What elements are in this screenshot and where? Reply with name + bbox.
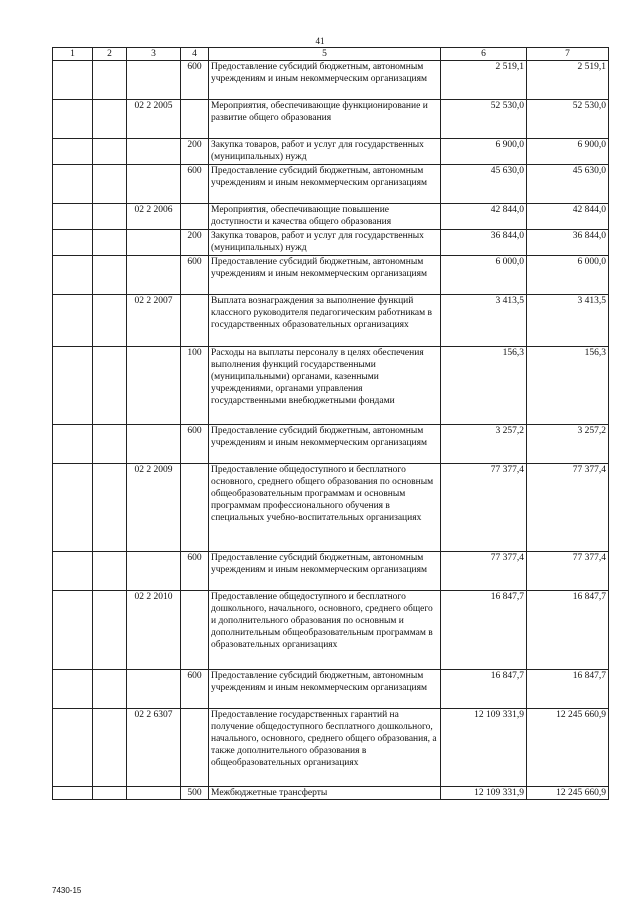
- cell-amount-year1: 36 844,0: [441, 230, 527, 256]
- cell-description: Предоставление государственных гарантий на получение общедоступного бесплатного дошкольного, начального, основного, среднего общего образования, а также дополнительного образования в общеобразовательных организациях: [209, 709, 441, 787]
- cell-section: [53, 139, 93, 165]
- cell-target-code: 02 2 2005: [127, 100, 181, 139]
- cell-amount-year2: 2 519,1: [527, 61, 609, 100]
- cell-amount-year2: 6 900,0: [527, 139, 609, 165]
- cell-expense-type: 500: [181, 787, 209, 800]
- cell-subsection: [93, 61, 127, 100]
- cell-section: [53, 670, 93, 709]
- cell-subsection: [93, 204, 127, 230]
- cell-amount-year1: 77 377,4: [441, 552, 527, 591]
- cell-target-code: [127, 61, 181, 100]
- cell-amount-year2: 12 245 660,9: [527, 787, 609, 800]
- cell-amount-year1: 45 630,0: [441, 165, 527, 204]
- cell-section: [53, 347, 93, 425]
- table-row: [53, 204, 609, 230]
- cell-description: Предоставление субсидий бюджетным, автономным учреждениям и иным некоммерческим организациям: [209, 670, 441, 709]
- cell-amount-year2: 36 844,0: [527, 230, 609, 256]
- cell-target-code: [127, 256, 181, 295]
- cell-amount-year2: 45 630,0: [527, 165, 609, 204]
- cell-expense-type: 600: [181, 256, 209, 295]
- cell-description: Межбюджетные трансферты: [209, 787, 441, 800]
- cell-amount-year1: 16 847,7: [441, 670, 527, 709]
- column-header: 1: [53, 48, 93, 61]
- cell-subsection: [93, 256, 127, 295]
- column-header: 5: [209, 48, 441, 61]
- cell-section: [53, 552, 93, 591]
- cell-subsection: [93, 425, 127, 464]
- cell-description: Предоставление субсидий бюджетным, автономным учреждениям и иным некоммерческим организациям: [209, 256, 441, 295]
- cell-subsection: [93, 591, 127, 670]
- cell-section: [53, 204, 93, 230]
- cell-description: Предоставление общедоступного и бесплатного дошкольного, начального, основного, среднего общего и дополнительного образования по основным и дополнительным общеобразовательным программам в образовательных организациях: [209, 591, 441, 670]
- cell-section: [53, 464, 93, 552]
- cell-expense-type: [181, 100, 209, 139]
- cell-description: Закупка товаров, работ и услуг для государственных (муниципальных) нужд: [209, 230, 441, 256]
- table-row: [53, 670, 609, 709]
- cell-target-code: 02 2 2006: [127, 204, 181, 230]
- cell-section: [53, 295, 93, 347]
- cell-section: [53, 165, 93, 204]
- cell-expense-type: [181, 295, 209, 347]
- cell-target-code: 02 2 2009: [127, 464, 181, 552]
- column-header: 4: [181, 48, 209, 61]
- cell-description: Предоставление общедоступного и бесплатного основного, среднего общего образования по основным общеобразовательным программам и основным программам профессионального обучения в специальных учебно-воспитательных организациях: [209, 464, 441, 552]
- cell-section: [53, 100, 93, 139]
- cell-amount-year1: 12 109 331,9: [441, 787, 527, 800]
- cell-amount-year1: 3 413,5: [441, 295, 527, 347]
- cell-target-code: [127, 165, 181, 204]
- cell-amount-year1: 6 000,0: [441, 256, 527, 295]
- page-number: 41: [315, 36, 325, 46]
- cell-target-code: [127, 230, 181, 256]
- cell-section: [53, 230, 93, 256]
- cell-target-code: [127, 425, 181, 464]
- cell-expense-type: [181, 204, 209, 230]
- cell-amount-year1: 156,3: [441, 347, 527, 425]
- cell-subsection: [93, 709, 127, 787]
- cell-expense-type: 200: [181, 230, 209, 256]
- cell-section: [53, 591, 93, 670]
- cell-amount-year1: 42 844,0: [441, 204, 527, 230]
- cell-amount-year1: 2 519,1: [441, 61, 527, 100]
- cell-amount-year1: 3 257,2: [441, 425, 527, 464]
- table-row: [53, 230, 609, 256]
- cell-section: [53, 787, 93, 800]
- cell-amount-year2: 156,3: [527, 347, 609, 425]
- cell-subsection: [93, 100, 127, 139]
- table-row: [53, 139, 609, 165]
- cell-amount-year2: 52 530,0: [527, 100, 609, 139]
- cell-target-code: [127, 139, 181, 165]
- cell-expense-type: 600: [181, 552, 209, 591]
- cell-description: Предоставление субсидий бюджетным, автономным учреждениям и иным некоммерческим организациям: [209, 61, 441, 100]
- cell-description: Закупка товаров, работ и услуг для государственных (муниципальных) нужд: [209, 139, 441, 165]
- cell-subsection: [93, 230, 127, 256]
- table-row: [53, 464, 609, 552]
- table-row: [53, 61, 609, 100]
- cell-description: Предоставление субсидий бюджетным, автономным учреждениям и иным некоммерческим организациям: [209, 552, 441, 591]
- cell-expense-type: 600: [181, 165, 209, 204]
- cell-target-code: [127, 670, 181, 709]
- cell-amount-year2: 12 245 660,9: [527, 709, 609, 787]
- cell-amount-year1: 77 377,4: [441, 464, 527, 552]
- column-header: 6: [441, 48, 527, 61]
- cell-amount-year1: 6 900,0: [441, 139, 527, 165]
- cell-amount-year1: 12 109 331,9: [441, 709, 527, 787]
- cell-amount-year1: 52 530,0: [441, 100, 527, 139]
- header-row: [53, 48, 609, 61]
- document-code: 7430-15: [52, 886, 82, 895]
- cell-description: Предоставление субсидий бюджетным, автономным учреждениям и иным некоммерческим организациям: [209, 165, 441, 204]
- cell-target-code: [127, 787, 181, 800]
- cell-description: Расходы на выплаты персоналу в целях обеспечения выполнения функций государственными (муниципальными) органами, казенными учреждениями, органами управления государственными внебюджетными фондами: [209, 347, 441, 425]
- cell-amount-year2: 6 000,0: [527, 256, 609, 295]
- cell-amount-year2: 16 847,7: [527, 670, 609, 709]
- cell-subsection: [93, 295, 127, 347]
- cell-subsection: [93, 347, 127, 425]
- cell-amount-year2: 42 844,0: [527, 204, 609, 230]
- table-row: [53, 552, 609, 591]
- table-row: [53, 709, 609, 787]
- cell-amount-year2: 16 847,7: [527, 591, 609, 670]
- cell-description: Выплата вознаграждения за выполнение функций классного руководителя педагогическим работникам в государственных образовательных организациях: [209, 295, 441, 347]
- table-row: [53, 591, 609, 670]
- table-row: [53, 787, 609, 800]
- table-row: [53, 295, 609, 347]
- cell-amount-year1: 16 847,7: [441, 591, 527, 670]
- cell-target-code: [127, 347, 181, 425]
- table-row: [53, 256, 609, 295]
- table-row: [53, 425, 609, 464]
- cell-expense-type: [181, 464, 209, 552]
- cell-description: Мероприятия, обеспечивающие повышение доступности и качества общего образования: [209, 204, 441, 230]
- cell-target-code: 02 2 6307: [127, 709, 181, 787]
- table-row: [53, 347, 609, 425]
- cell-section: [53, 256, 93, 295]
- cell-subsection: [93, 165, 127, 204]
- cell-amount-year2: 77 377,4: [527, 464, 609, 552]
- cell-section: [53, 61, 93, 100]
- cell-subsection: [93, 670, 127, 709]
- cell-expense-type: 200: [181, 139, 209, 165]
- cell-subsection: [93, 787, 127, 800]
- cell-amount-year2: 3 257,2: [527, 425, 609, 464]
- cell-target-code: [127, 552, 181, 591]
- cell-description: Предоставление субсидий бюджетным, автономным учреждениям и иным некоммерческим организациям: [209, 425, 441, 464]
- cell-expense-type: 600: [181, 61, 209, 100]
- table-row: [53, 165, 609, 204]
- cell-subsection: [93, 139, 127, 165]
- cell-subsection: [93, 464, 127, 552]
- budget-table: [52, 47, 609, 800]
- cell-target-code: 02 2 2010: [127, 591, 181, 670]
- cell-target-code: 02 2 2007: [127, 295, 181, 347]
- cell-description: Мероприятия, обеспечивающие функционирование и развитие общего образования: [209, 100, 441, 139]
- cell-section: [53, 425, 93, 464]
- cell-expense-type: 600: [181, 670, 209, 709]
- cell-amount-year2: 77 377,4: [527, 552, 609, 591]
- cell-amount-year2: 3 413,5: [527, 295, 609, 347]
- cell-section: [53, 709, 93, 787]
- column-header: 7: [527, 48, 609, 61]
- cell-expense-type: [181, 591, 209, 670]
- cell-subsection: [93, 552, 127, 591]
- column-header: 2: [93, 48, 127, 61]
- table-row: [53, 100, 609, 139]
- cell-expense-type: [181, 709, 209, 787]
- column-header: 3: [127, 48, 181, 61]
- cell-expense-type: 600: [181, 425, 209, 464]
- cell-expense-type: 100: [181, 347, 209, 425]
